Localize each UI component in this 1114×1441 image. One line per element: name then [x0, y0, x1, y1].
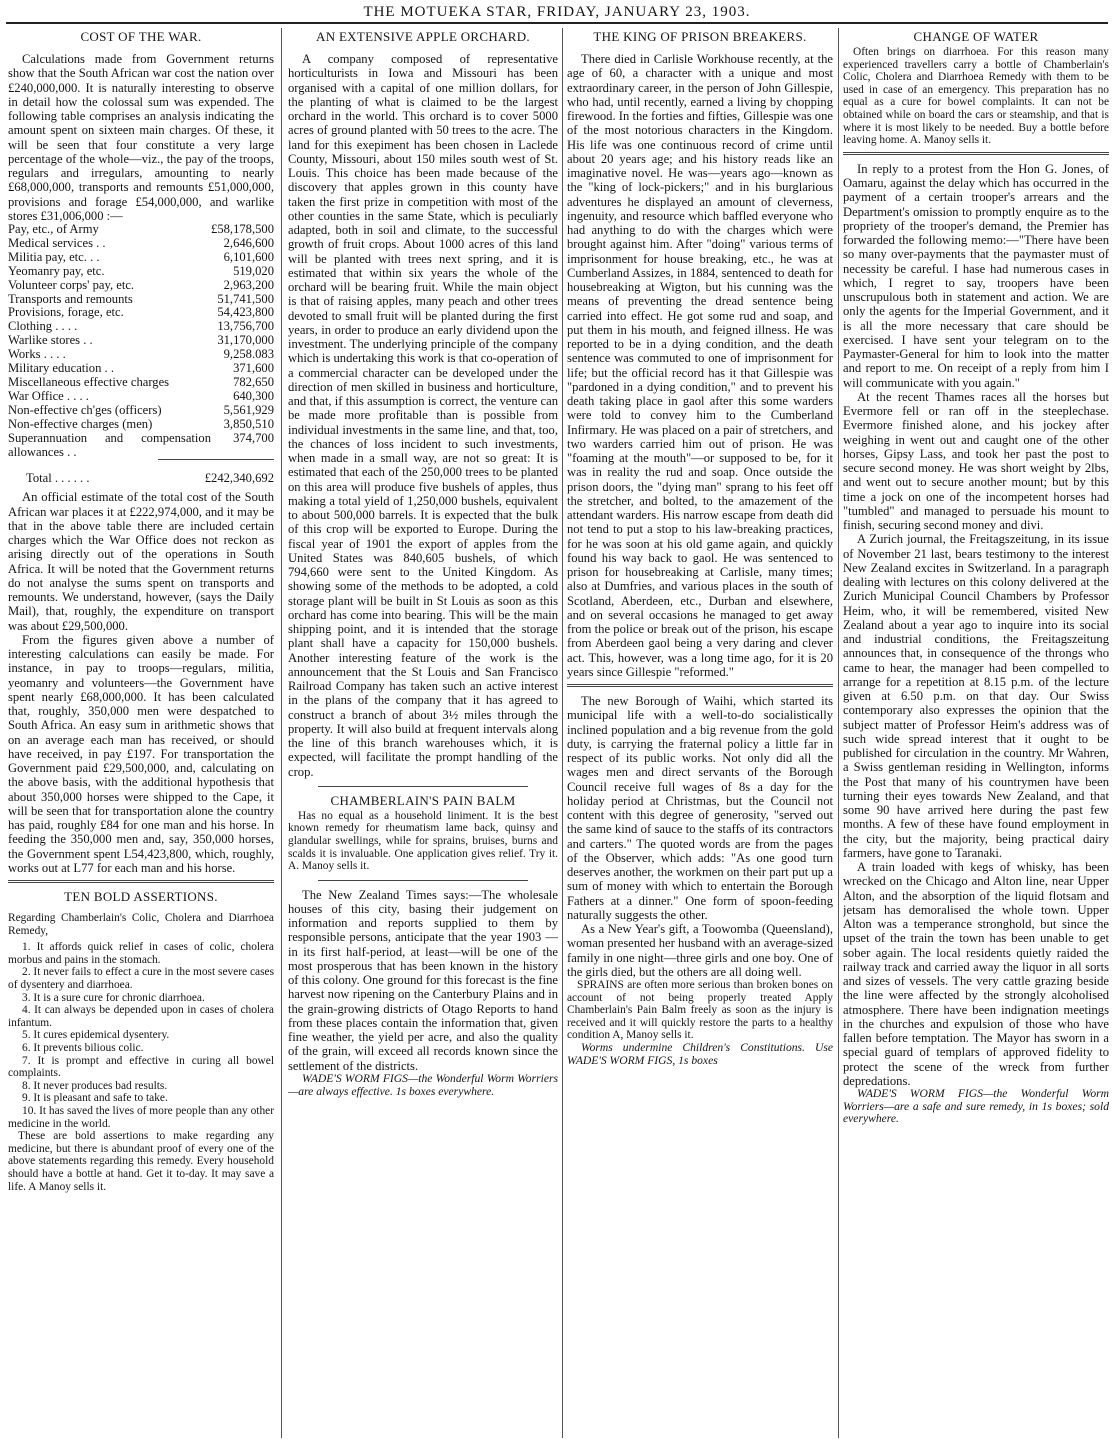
list-item: 10. It has saved the lives of more people than any other medicine in the world. — [8, 1104, 274, 1130]
cost-label: Non-effective ch'ges (officers) — [8, 402, 162, 417]
cost-label: Transports and remounts — [8, 291, 133, 306]
cost-amount: 13,756,700 — [217, 319, 274, 334]
column-1 — [8, 30, 274, 1438]
advert-title-change-of-water: CHANGE OF WATER — [913, 30, 1039, 44]
wade-worm-figs-advert-2: WADE'S WORM FIGS—the Wonderful Worm Worriers—are a safe and sure remedy, in 1s boxes; sold everywhere. — [843, 1087, 1109, 1126]
cost-amount: 374,700 — [233, 430, 274, 445]
waihi-paragraph: The new Borough of Waihi, which started its municipal life with a well-to-do socialistically inclined population and a big revenue from the gold duty, is carrying the fraternal policy a little far in respect of its public works. Not only did all the wages men and direct servants of the Borough Council receive full wages of 8s a day for the holiday period at Christmas, but the Council not content with this degree of generosity, "served out the same kind of sauce to the staffs of its contractors and carters." The quoted words are from the pages of the Observer, which adds: "As one good turn deserves another, the workmen on their part put up a sum of money with which to entertain the Borough Fathers at a dinner." One form of spoon-feeding naturally suggests the other. — [567, 694, 833, 922]
cost-amount: 31,170,000 — [217, 333, 274, 348]
change-of-water-text: Often brings on diarrhoea. For this reason many experienced travellers carry a bottle of Chamberlain's Colic, Cholera and Diarrhoea Remedy with them to be used in case of an emergency. This preparation has no equal as a cure for bowel complaints. It can not be obtained while on board the cars or steamship, and that is where it is most likely to be needed. Buy a bottle before leaving home. A. Manoy sells it. — [843, 46, 1109, 147]
table-row — [8, 348, 274, 362]
cost-label: Military education . . — [8, 361, 114, 376]
cost-label: War Office . . . . — [8, 388, 89, 403]
cost-label: Non-effective charges (men) — [8, 416, 153, 431]
list-item: 5. It cures epidemical dysentery. — [22, 1029, 170, 1042]
advert-title-pain-balm: CHAMBERLAIN'S PAIN BALM — [330, 792, 516, 808]
cost-amount: 519,020 — [233, 263, 274, 278]
cost-label: Provisions, forage, etc. — [8, 305, 124, 320]
list-item: 9. It is pleasant and safe to take. — [22, 1092, 168, 1105]
table-row — [8, 362, 274, 376]
cost-label: Medical services . . — [8, 235, 106, 250]
pain-balm-text: Has no equal as a household liniment. It is the best known remedy for rheumatism lame back, quinsy and glandular swellings, while for sprains, bruises, burns and scalds it is invaluable. One application gives relief. Try it. A. Manoy sells it. — [288, 809, 558, 873]
cost-paragraph-1: Calculations made from Government returns show that the South African war cost the nation over £240,000,000. It is naturally interesting to observe in detail how the colossal sum was expended. The following table comprises an analysis indicating the amount spent on sixteen main charges. Of these, it will be seen that four constitute a very large percentage of the whole—viz., the pay of the troops, regulars and irregulars, amounting to nearly £68,000,000, transports and remounts £51,000,000, provisions and forage £54,000,000, and warlike stores £31,006,000 :— — [8, 52, 274, 223]
cost-paragraph-2: An official estimate of the total cost of the South African war places it at £222,974,000, and it may be that in the above table there are included certain charges which the War Office does not reckon as arising directly out of the operations in South Africa. It will be noted that the Government returns do not analyse the sums spent on transports and remounts. We understand, however, (says the Daily Mail), that, roughly, the expenditure on transport was about £29,500,000. — [8, 490, 274, 633]
article-title-king-of-prison-breakers: THE KING OF PRISON BREAKERS. — [593, 30, 807, 44]
sprains-advert — [567, 979, 833, 1042]
orchard-paragraph: A company composed of representative horticulturists in Iowa and Missouri has been organised with a capital of one million dollars, for the planting of what is claimed to be the largest orchard in the world. This orchard is to cover 5000 acres of ground planted with 50 trees to the acre. The land for this exepiment has been chosen in Laclede County, Missouri, about 150 miles south west of St. Louis. This choice has been made because of the discovery that apples grown in this county have taken the first prize in competition with most of the other counties in the same State, which is peculiarly adapted, both in soil and climate, to the successful growth of fruit crops. About 1000 acres of this land will be planted with trees next spring, and it is estimated that within six years the whole of the orchard will be bearing fruit. While the main object is that of raising apples, many peach and other trees devoted to small fruit will be planted during the first years, in order to produce an early dividend upon the investment. The underlying principle of the company which is undertaking this work is that co-operation of a commercial character can be developed under the direction of men skilled in business and horticulture, and that, if this assumption is correct, the venture can be made more profitable than is possible from individual investments in the same line, and that, too, the chances of loss incident to such investments, when made in a small way, are not so great: It is estimated that each of the 250,000 trees to be planted on this area will produce five bushels of apples, thus making a total yield of 1,250,000 bushels, equivalent to about 500,000 barrels. It is expected that the bulk of this crop will be exported to Europe. During the fiscal year of 1901 the export of apples from the United States was 840,605 bushels, of which 794,660 were sent to the United Kingdom. As showing some of the methods to be adopted, a cold storage plant will be built in St Louis as soon as this orchard has come into bearing. This will be the main shipping point, and it is intended that the storage plant shall have a capacity for 150,000 bushels. Another interesting feature of the work is the announcement that the St Louis and San Francisco Railroad Company has taken such an active interest in the plans of the company that it has agreed to construct a branch of about 3½ miles through the property. It will also build at frequent intervals along the line of this branch warehouses which, it is expected, will facilitate the prompt handling of the crop. — [288, 52, 558, 779]
table-row — [8, 376, 274, 390]
table-row — [8, 432, 274, 460]
section-divider — [318, 880, 528, 881]
assertions-list — [8, 941, 274, 1130]
cost-label: Clothing . . . . — [8, 319, 78, 334]
cost-label: Miscellaneous effective charges — [8, 374, 170, 389]
cost-amount: 2,963,200 — [223, 277, 274, 292]
cost-label: Pay, etc., of Army — [8, 222, 99, 236]
masthead-rule — [6, 22, 1108, 24]
table-row — [8, 223, 274, 237]
table-row — [8, 251, 274, 265]
list-item: 3. It is a sure cure for chronic diarrhoea. — [22, 991, 205, 1004]
list-item: 7. It is prompt and effective in curing all bowel complaints. — [8, 1054, 274, 1080]
cost-paragraph-3: From the figures given above a number of interesting calculations can easily be made. For instance, in pay to troops—regulars, militia, yeomanry and volunteers—the Government have spent nearly £68,000,000. It has been calculated that, roughly, 350,000 men were despatched to South Africa. An easy sum in arithmetic shows that on an average each man has received, or should have received, in pay £197. For transportation the Government paid £29,500,000, and, calculating on the above basis, with the additional hypothesis that about 350,000 horses were shipped to the Cape, it will be seen that for transportation alone the country has paid, roughly £84 for one man and his horse. In feeding the 350,000 men and, say, 350,000 horses, the Government spent L54,423,800, which, roughly, works out at L77 for each man and his horse. — [8, 632, 274, 875]
table-row — [8, 293, 274, 307]
cost-amount: 54,423,800 — [217, 305, 274, 320]
section-divider — [567, 684, 833, 687]
cost-amount: 782,650 — [233, 374, 274, 389]
whisky-train-paragraph: A train loaded with kegs of whisky, has been wrecked on the Chicago and Alton line, near Upper Alton, and the absorption of the liquid flotsam and jetsam has demoralised the whole town. Upper Alton was a temperance stronghold, but since the upset of the train the town has been unable to get sober again. The local residents quietly raided the railway track and carried away the liquor in all sorts and sizes of vessels. The very cattle grazing beside the line were affected by the strongly alcoholised atmosphere. There have been indignation meetings in the churches and expulsion of those who have fallen before temptation. The Mayor has sworn in a special guard of templars of approved fidelity to protect the scene of the wreck from further depredations. — [843, 860, 1109, 1088]
thames-races-paragraph: At the recent Thames races all the horses but Evermore fell or ran off in the steeplechase. Evermore finished alone, and his jockey after weighing in went out and caught one of the other horses, Gipsy Lass, and took her past the post to secure second money. He was short weight by 2lbs, and went out to secure another mount; but by this time a jock on one of the incompetent horses had "tumbled" and managed to persuade his mount to finish, securing second money and divi. — [843, 389, 1109, 532]
column-rule — [838, 28, 839, 1438]
section-divider — [843, 152, 1109, 155]
table-row — [8, 306, 274, 320]
cost-amount: 51,741,500 — [217, 291, 274, 306]
wade-worm-figs-advert: WADE'S WORM FIGS—the Wonderful Worm Worriers—are always effective. 1s boxes everywhere. — [288, 1071, 558, 1098]
assertions-outro: These are bold assertions to make regarding any medicine, but there is abundant proof of every one of the above statements regarding this remedy. Every household should have a bottle at hand. Get it to-day. It may save a life. A Manoy sells it. — [8, 1130, 274, 1193]
change-of-water-advert — [843, 46, 1109, 147]
list-item: 2. It never fails to effect a cure in the most severe cases of dysentery and diarrhoea. — [8, 966, 274, 992]
cost-amount: 371,600 — [233, 361, 274, 376]
list-item: 1. It affords quick relief in cases of colic, cholera morbus and pains in the stomach. — [8, 941, 274, 966]
war-cost-table — [8, 223, 274, 459]
cost-amount: 640,300 — [233, 388, 274, 403]
worms-advert: Worms undermine Children's Constitutions. Use WADE'S WORM FIGS, 1s boxes — [567, 1040, 833, 1067]
prison-paragraph: There died in Carlisle Workhouse recently, at the age of 60, a character with a unique and most extraordinary career, in the person of John Gillespie, who had, until recently, earned a living by chopping firewood. In the forties and fifties, Gillespie was one of the most notorious characters in the Kingdom. His life was one continuous record of crime until about 20 years age; and his history reads like an imaginative novel. He was—years ago—known as the "king of lock-pickers;" and in his burglarious adventures he displayed an amount of cleverness, ingenuity, and resource which baffled everyone who had anything to do with the charges which were brought against him. After "doing" various terms of imprisonment for house breaking, etc., he was at Cumberland Assizes, in 1884, sentenced to death for housebreaking at Wigton, but his cunning was the means of preventing the dread sentence being carried into effect. He got some rud and soap, and put them in his mouth, and feigned illness. He was reported to be in a dying condition, and the death sentence was commuted to one of imprisonment for life; but the official record has it that Gillespie was "pardoned in a dying condition," and to prevent his death taking place in gaol after this some warders were told to convey him to the Cumberland Infirmary. He was placed on a pair of stretchers, and two warders carried him out of prison. He was "foaming at the mouth"—or supposed to be, for it was in reality the rud and soap. Once outside the prison doors, the "dying man" sprang to his feet off the stretcher, and bolted, to the amazement of the attendant warders. His narrow escape from death did not tend to put a stop to his law-breaking practices, for he was soon at his old game again, and quickly found his way back to gaol. He was sentenced to prison for housebreaking at Carlisle, many times; also at Dumfries, and various places in the south of Scotland, Aberdeen, etc., Durban and elsewhere, and on several occasions he managed to get away from the police or break out of the prison, his escape from Aberdeen gaol being a very daring and clever act. This, however, was a long time ago, for it is 20 years since Gillespie "reformed." — [567, 52, 833, 679]
column-2 — [288, 30, 558, 1438]
zurich-paragraph: A Zurich journal, the Freitagszeitung, in its issue of November 21 last, bears testimony to the interest New Zealand excites in Switzerland. In a paragraph dealing with lectures on this colony delivered at the Zurich Municipal Council Chambers by Professor Heim, who, it will be remembered, visited New Zealand about a year ago to inquire into its social and industrial conditions, the Freitagszeitung announces that, in consequence of the throngs who came to hear, the manager had been compelled to arrange for a repetition at 8.15 p.m. of the lecture given at 6.50 p.m. on that day. Our Swiss contemporary also expresses the opinion that the subject matter of Professor Heim's address was of such wide spread interest that it ought to be published for circulation in the country. Mr Wahren, a Swiss gentleman residing in Wellington, informs the Post that many of his countrymen have been turning their eyes towards New Zealand, and that some 90 have arrived here during the past few months. A few of these have found employment in the city, but the majority, being practical dairy farmers, have gone to Taranaki. — [843, 532, 1109, 860]
table-row — [8, 265, 274, 279]
column-rule — [562, 28, 563, 1438]
war-cost-total — [8, 460, 274, 486]
section-divider — [8, 880, 274, 883]
article-title-cost-of-war: COST OF THE WAR. — [80, 30, 202, 44]
jones-paragraph: In reply to a protest from the Hon G. Jones, of Oamaru, against the delay which has occurred in the payment of a certain trooper's arrears and the Department's omission to promptly enquire as to the propriety of the trooper's demand, the Premier has forwarded the following memo:—"There have been so many over-payments that the paymaster must of necessity be careful. I hase had numerous cases in which, I regret to say, troopers have been unscrupulous both in statement and action. We are only the agents for the Imperial Government, and it is all the more necessary that care should be exercised. I have sent your telegram on to the Paymaster-General for him to look into the matter and report to me. On receipt of a reply from him I will communicate with you again." — [843, 161, 1109, 390]
column-4 — [843, 30, 1109, 1438]
total-label: Total . . . . . . — [26, 471, 90, 486]
table-row — [8, 320, 274, 334]
cost-label: Volunteer corps' pay, etc. — [8, 277, 135, 292]
cost-label: Militia pay, etc. . . — [8, 249, 100, 264]
cost-label: Warlike stores . . — [8, 333, 93, 348]
assertions-advert — [8, 912, 274, 1193]
cost-label: Yeomanry pay, etc. — [8, 263, 105, 278]
table-row — [8, 390, 274, 404]
article-title-ten-bold-assertions: TEN BOLD ASSERTIONS. — [64, 889, 218, 905]
cost-label: Works . . . . — [8, 347, 66, 362]
cost-amount: £58,178,500 — [211, 222, 274, 236]
cost-amount: 3,850,510 — [223, 416, 274, 431]
column-3 — [567, 30, 833, 1438]
cost-amount: 5,561,929 — [223, 402, 274, 417]
cost-label: Superannuation and compensation allowances . . — [8, 430, 212, 459]
column-rule — [281, 28, 282, 1438]
article-title-apple-orchard: AN EXTENSIVE APPLE ORCHARD. — [316, 30, 530, 44]
pain-balm-advert — [288, 810, 558, 873]
table-row — [8, 334, 274, 348]
masthead-title: THE MOTUEKA STAR, FRIDAY, JANUARY 23, 1903. — [363, 4, 751, 20]
masthead — [0, 0, 1114, 26]
sprains-text: SPRAINS are often more serious than broken bones on account of not being properly treated Apply Chamberlain's Pain Balm freely as soon as the injury is received and it will quickly restore the parts to a healthy condition A, Manoy sells it. — [567, 979, 833, 1042]
list-item: 8. It never produces bad results. — [22, 1079, 168, 1092]
cost-amount: 2,646,600 — [223, 235, 274, 250]
list-item: 6. It prevents bilious colic. — [22, 1042, 144, 1054]
table-row — [8, 237, 274, 251]
cost-amount: 6,101,600 — [223, 249, 274, 264]
nz-times-paragraph: The New Zealand Times says:—The wholesale houses of this city, basing their judgement on information and reports supplied to them by responsible persons, anticipate that the year 1903 —in its first half-period, at least—will be one of the most prosperous that has been known in the history of this colony. One ground for this forecast is the fine harvest now ripening on the Canterbury Plains and in the grain-growing districts of Otago Reports to hand from these places contain the information that, given fine weather, the yield per acre, and also the quality of the grain, will exceed all records known since the settlement of the districts. — [288, 887, 558, 1073]
table-row — [8, 404, 274, 418]
total-row — [8, 460, 274, 486]
toowoomba-paragraph: As a New Year's gift, a Toowomba (Queensland), woman presented her husband with an average-sized family in one night—three girls and one boy. One of the girls died, but the others are all doing well. — [567, 922, 833, 979]
table-row — [8, 418, 274, 432]
assertions-intro: Regarding Chamberlain's Colic, Cholera and Diarrhoea Remedy, — [8, 912, 274, 937]
section-divider — [318, 786, 528, 787]
table-row — [8, 279, 274, 293]
list-item: 4. It can always be depended upon in cases of cholera infantum. — [8, 1004, 274, 1029]
cost-amount: 9,258.083 — [223, 347, 274, 362]
total-amount: £242,340,692 — [204, 471, 274, 486]
